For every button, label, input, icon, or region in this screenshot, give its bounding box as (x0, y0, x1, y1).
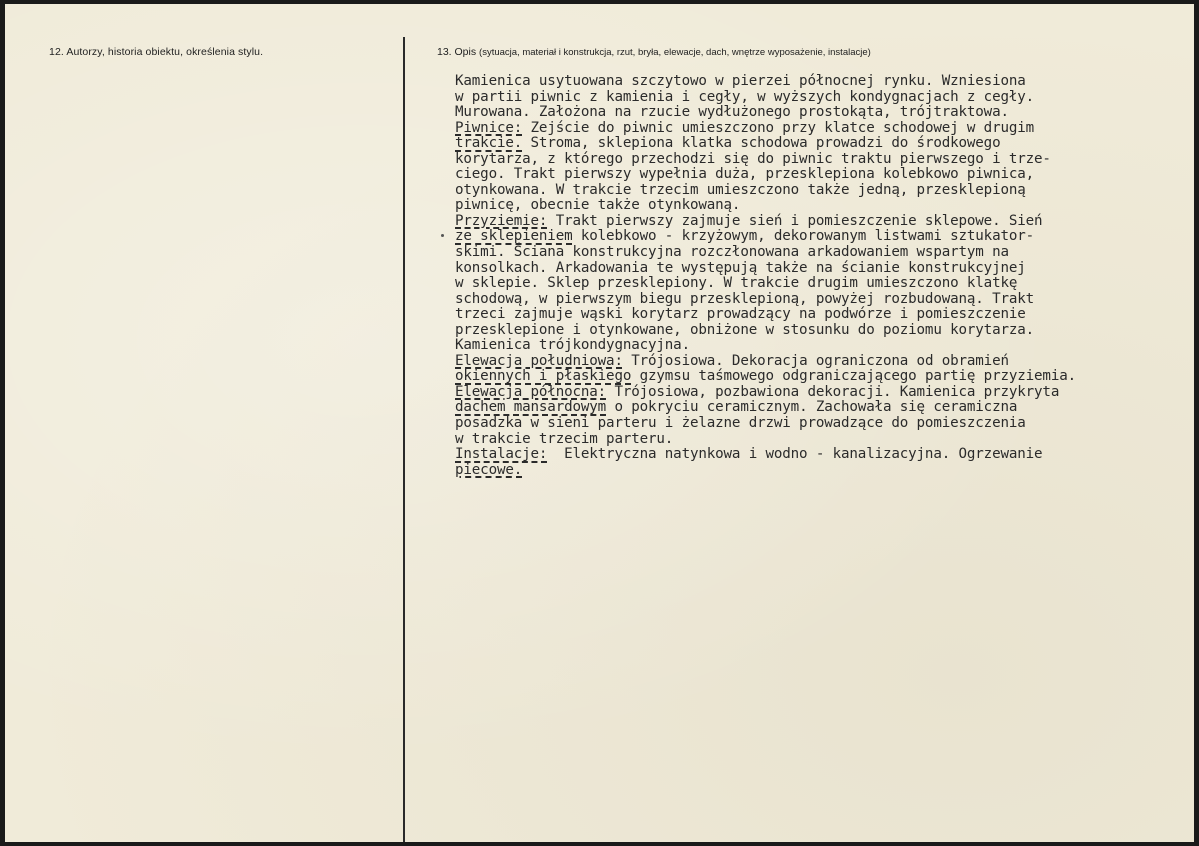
section-heading: Piwnice: (455, 119, 523, 136)
typed-line (455, 167, 1194, 183)
typed-line (455, 90, 1194, 106)
line-text: kolebkowo - krzyżowym, dekorowanym listwami sztukator- (572, 228, 1035, 245)
typed-line (455, 261, 1194, 277)
typed-line (455, 432, 1194, 448)
line-text: trzeci zajmuje wąski korytarz prowadzący na podwórze i pomieszczenie (455, 306, 1026, 323)
margin-mark (441, 234, 444, 237)
section-heading: piecowe. (455, 461, 523, 478)
typed-line (455, 354, 1194, 370)
line-text: konsolkach. Arkadowania te występują także na ścianie konstrukcyjnej (455, 259, 1026, 276)
section-heading: dachem mansardowym (455, 399, 607, 416)
typed-line (455, 152, 1194, 168)
line-text: w trakcie trzecim parteru. (455, 430, 674, 447)
line-text: Trójosiowa, pozbawiona dekoracji. Kamienica przykryta (606, 383, 1060, 400)
line-text: Stroma, sklepiona klatka schodowa prowadzi do środkowego (522, 135, 1001, 152)
line-text: Kamienica trójkondygnacyjna. (455, 337, 690, 354)
line-text: Trójosiowa. Dekoracja ograniczona od obramień (622, 352, 1009, 369)
line-text: w sklepie. Sklep przesklepiony. W trakcie drugim umieszczono klatkę (455, 275, 1018, 292)
field-13-number: 13. Opis (437, 46, 477, 58)
line-text: Murowana. Założona na rzucie wydłużonego prostokąta, trójtraktowa. (455, 104, 1009, 121)
section-heading: Elewacja północna: (455, 383, 607, 400)
typed-line (455, 121, 1194, 137)
line-text: w partii piwnic z kamienia i cegły, w wyższych kondygnacjach z cegły. (455, 88, 1035, 105)
typed-line (455, 245, 1194, 261)
line-text: Zejście do piwnic umieszczono przy klatce schodowej w drugim (522, 119, 1035, 136)
column-divider (403, 37, 405, 842)
line-text: posadzka w sieni parteru i żelazne drzwi prowadzące do pomieszczenia (455, 415, 1026, 432)
line-text: piwnicę, obecnie także otynkowaną. (455, 197, 741, 214)
typed-line (455, 292, 1194, 308)
field-13-label (437, 46, 871, 58)
typed-line (455, 416, 1194, 432)
typed-line (455, 369, 1194, 385)
typed-line (455, 323, 1194, 339)
typed-line (455, 447, 1194, 463)
typed-line (455, 229, 1194, 245)
typed-line (455, 307, 1194, 323)
section-heading: Elewacja południowa: (455, 352, 623, 369)
typed-line (455, 338, 1194, 354)
typed-line (455, 105, 1194, 121)
typed-line (455, 136, 1194, 152)
field-13-subtitle: (sytuacja, materiał i konstrukcja, rzut, bryła, elewacje, dach, wnętrze wyposażenie, instalacje) (479, 47, 871, 58)
field-12-label: 12. Autorzy, historia obiektu, określenia stylu. (49, 46, 264, 58)
line-text: o pokryciu ceramicznym. Zachowała się ceramiczna (606, 399, 1018, 416)
line-text: przesklepione i otynkowane, obniżone w stosunku do poziomu korytarza. (455, 321, 1035, 338)
section-heading: ze sklepieniem (455, 228, 573, 245)
typed-line (455, 183, 1194, 199)
section-heading: okiennych i płaskiego (455, 368, 632, 385)
typed-line (455, 214, 1194, 230)
line-text: ciego. Trakt pierwszy wypełnia duża, przesklepiona kolebkowo piwnica, (455, 166, 1035, 183)
section-heading: Przyziemie: (455, 212, 548, 229)
line-text: Kamienica usytuowana szczytowo w pierzei północnej rynku. Wzniesiona (455, 73, 1026, 89)
section-heading: trakcie. (455, 135, 523, 152)
document-card (5, 4, 1194, 842)
line-text: Elektryczna natynkowa i wodno - kanalizacyjna. Ogrzewanie (547, 446, 1043, 463)
line-text: otynkowana. W trakcie trzecim umieszczono także jedną, przesklepioną (455, 181, 1026, 198)
typed-line (455, 198, 1194, 214)
typed-line (455, 74, 1194, 90)
line-text: schodową, w pierwszym biegu przesklepioną, powyżej rozbudowaną. Trakt (455, 290, 1035, 307)
typed-line (455, 385, 1194, 401)
section-heading: Instalacje: (455, 446, 548, 463)
line-text: Trakt pierwszy zajmuje sień i pomieszczenie sklepowe. Sień (547, 212, 1043, 229)
line-text: skimi. Ściana konstrukcyjna rozczłonowana arkadowaniem wspartym na (455, 244, 1009, 261)
typed-description (455, 74, 1194, 478)
line-text: gzymsu taśmowego odgraniczającego partię przyziemia. (631, 368, 1076, 385)
typed-line (455, 276, 1194, 292)
typed-line (455, 463, 1194, 479)
line-text: korytarza, z którego przechodzi się do piwnic traktu pierwszego i trze- (455, 150, 1051, 167)
typed-line (455, 400, 1194, 416)
